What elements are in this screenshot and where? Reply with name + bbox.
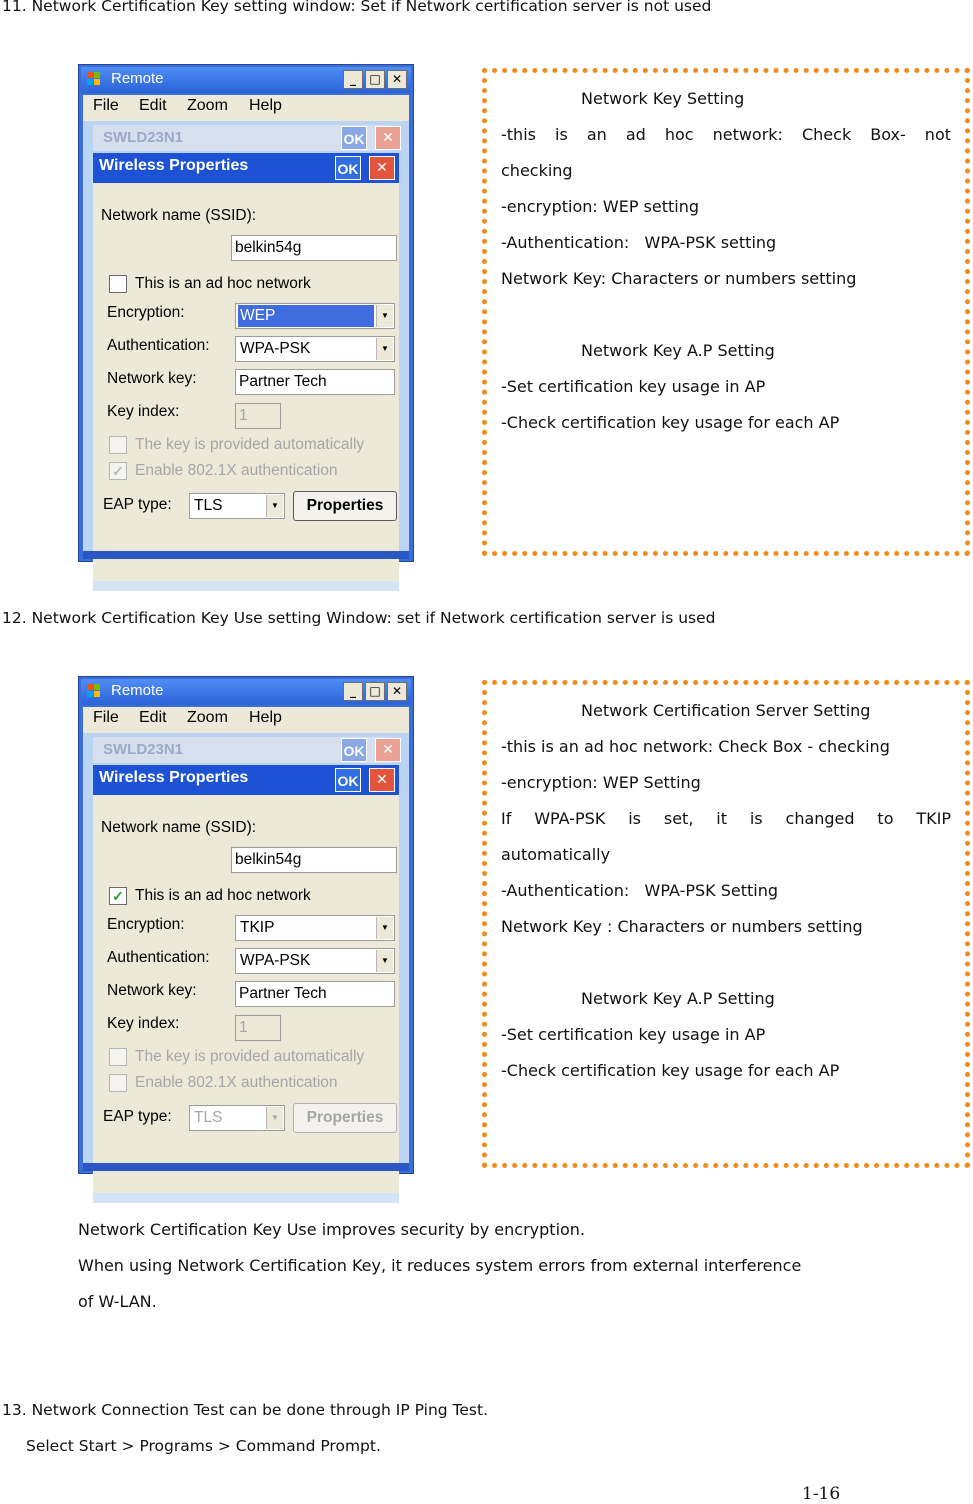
- dropdown-arrow-icon[interactable]: ▼: [376, 950, 393, 972]
- background-ok-button[interactable]: OK: [341, 126, 367, 150]
- auto-key-label: The key is provided automatically: [135, 436, 365, 453]
- note1-line-3: -encryption: WEP setting: [501, 197, 700, 216]
- minimize-button[interactable]: _: [343, 70, 363, 89]
- note2-title: Network Certification Server Setting: [581, 701, 871, 720]
- encryption-value: WEP: [238, 305, 374, 327]
- minimize-button[interactable]: _: [343, 682, 363, 701]
- section-12-heading: 12. Network Certification Key Use setting Window: set if Network certification server is used: [2, 609, 716, 627]
- note1-line-2: checking: [501, 161, 573, 180]
- paragraph-line-3: of W-LAN.: [78, 1292, 157, 1311]
- authentication-label: Authentication:: [107, 949, 210, 966]
- auto-key-checkbox[interactable]: [109, 436, 127, 454]
- windows-logo-icon: [87, 72, 101, 86]
- ssid-input[interactable]: belkin54g: [231, 235, 397, 261]
- ssid-label: Network name (SSID):: [101, 207, 257, 224]
- note1-title-2: Network Key A.P Setting: [581, 341, 775, 360]
- window-title: Remote: [111, 682, 164, 699]
- note2-line-7: -Set certification key usage in AP: [501, 1025, 766, 1044]
- ok-button[interactable]: OK: [335, 768, 361, 792]
- menu-edit[interactable]: Edit: [139, 97, 167, 114]
- note2-line-4: automatically: [501, 845, 611, 864]
- background-close-button[interactable]: ✕: [375, 126, 401, 150]
- dropdown-arrow-icon[interactable]: ▼: [376, 917, 393, 939]
- note2-line-8: -Check certification key usage for each AP: [501, 1061, 840, 1080]
- note1-title: Network Key Setting: [581, 89, 745, 108]
- eap-type-label: EAP type:: [103, 1108, 172, 1125]
- dot1x-label: Enable 802.1X authentication: [135, 1074, 338, 1091]
- eap-type-select[interactable]: [189, 493, 285, 519]
- network-key-label: Network key:: [107, 982, 197, 999]
- maximize-button[interactable]: □: [365, 70, 385, 89]
- properties-button[interactable]: Properties: [293, 1103, 397, 1133]
- encryption-select[interactable]: [235, 915, 395, 941]
- adhoc-label: This is an ad hoc network: [135, 275, 311, 292]
- dialog-title: Wireless Properties: [99, 157, 249, 174]
- paragraph-line-2: When using Network Certification Key, it reduces system errors from external interference: [78, 1256, 802, 1275]
- ok-button[interactable]: OK: [335, 156, 361, 180]
- auto-key-checkbox[interactable]: [109, 1048, 127, 1066]
- network-key-input[interactable]: Partner Tech: [235, 369, 395, 395]
- menu-help[interactable]: Help: [249, 97, 282, 114]
- note-box-1: [482, 68, 970, 556]
- paragraph-line-1: Network Certification Key Use improves security by encryption.: [78, 1220, 586, 1239]
- key-index-input[interactable]: 1: [235, 1015, 281, 1041]
- close-window-button[interactable]: ✕: [387, 70, 407, 89]
- background-window-bar: [93, 737, 394, 763]
- menu-bar: [83, 95, 409, 121]
- device-taskbar: [83, 1163, 409, 1171]
- adhoc-checkbox[interactable]: [109, 275, 127, 293]
- dropdown-arrow-icon[interactable]: ▼: [266, 1107, 283, 1129]
- key-index-label: Key index:: [107, 1015, 180, 1032]
- dialog-footer: [93, 1193, 399, 1203]
- note2-title-2: Network Key A.P Setting: [581, 989, 775, 1008]
- remote-window-1: [78, 64, 414, 562]
- note1-line-4: -Authentication: WPA-PSK setting: [501, 233, 777, 252]
- wireless-properties-form: [93, 795, 399, 1193]
- section-13-heading: 13. Network Connection Test can be done through IP Ping Test.: [2, 1401, 489, 1419]
- menu-bar: [83, 707, 409, 733]
- close-window-button[interactable]: ✕: [387, 682, 407, 701]
- device-screen: [83, 733, 409, 1165]
- menu-file[interactable]: File: [93, 97, 119, 114]
- ssid-label: Network name (SSID):: [101, 819, 257, 836]
- encryption-select[interactable]: [235, 303, 395, 329]
- dialog-title: Wireless Properties: [99, 769, 249, 786]
- menu-file[interactable]: File: [93, 709, 119, 726]
- background-window-bar: [93, 125, 394, 151]
- background-window-title: SWLD23N1: [103, 129, 184, 146]
- section-13-instruction: Select Start > Programs > Command Prompt.: [26, 1437, 381, 1455]
- key-index-label: Key index:: [107, 403, 180, 420]
- note2-line-6: Network Key : Characters or numbers setting: [501, 917, 863, 936]
- security-paragraph: [78, 1212, 801, 1320]
- eap-type-label: EAP type:: [103, 496, 172, 513]
- window-titlebar: [81, 679, 411, 705]
- note1-line-1: -this is an ad hoc network: Check Box- not: [501, 125, 951, 144]
- page-number: 1-16: [802, 1484, 841, 1504]
- dialog-footer: [93, 581, 399, 591]
- note1-line-6: -Set certification key usage in AP: [501, 377, 766, 396]
- dot1x-checkbox[interactable]: [109, 1074, 127, 1092]
- authentication-value: WPA-PSK: [240, 952, 311, 969]
- close-dialog-button[interactable]: ✕: [369, 156, 395, 180]
- note1-line-5: Network Key: Characters or numbers setting: [501, 269, 857, 288]
- authentication-value: WPA-PSK: [240, 340, 311, 357]
- window-title: Remote: [111, 70, 164, 87]
- menu-help[interactable]: Help: [249, 709, 282, 726]
- dialog-titlebar: [93, 153, 399, 183]
- note2-line-1: -this is an ad hoc network: Check Box - checking: [501, 737, 890, 756]
- note2-line-5: -Authentication: WPA-PSK Setting: [501, 881, 779, 900]
- encryption-value: TKIP: [240, 919, 275, 936]
- ssid-input[interactable]: belkin54g: [231, 847, 397, 873]
- encryption-label: Encryption:: [107, 304, 185, 321]
- authentication-select[interactable]: [235, 336, 395, 362]
- properties-button[interactable]: Properties: [293, 491, 397, 521]
- encryption-label: Encryption:: [107, 916, 185, 933]
- window-titlebar: [81, 67, 411, 93]
- eap-type-select[interactable]: [189, 1105, 285, 1131]
- eap-type-value: TLS: [194, 497, 223, 514]
- network-key-input[interactable]: Partner Tech: [235, 981, 395, 1007]
- auto-key-label: The key is provided automatically: [135, 1048, 365, 1065]
- wireless-properties-form: [93, 183, 399, 581]
- windows-logo-icon: [87, 684, 101, 698]
- background-close-button[interactable]: ✕: [375, 738, 401, 762]
- network-key-label: Network key:: [107, 370, 197, 387]
- background-window-title: SWLD23N1: [103, 741, 184, 758]
- dot1x-checkbox[interactable]: ✓: [109, 462, 127, 480]
- dropdown-arrow-icon[interactable]: ▼: [266, 495, 283, 517]
- adhoc-checkbox[interactable]: ✓: [109, 887, 127, 905]
- authentication-select[interactable]: [235, 948, 395, 974]
- authentication-label: Authentication:: [107, 337, 210, 354]
- menu-zoom[interactable]: Zoom: [187, 97, 228, 114]
- dot1x-label: Enable 802.1X authentication: [135, 462, 338, 479]
- key-index-input[interactable]: 1: [235, 403, 281, 429]
- dialog-titlebar: [93, 765, 399, 795]
- device-screen: [83, 121, 409, 553]
- note-box-2: [482, 680, 970, 1168]
- adhoc-label: This is an ad hoc network: [135, 887, 311, 904]
- maximize-button[interactable]: □: [365, 682, 385, 701]
- eap-type-value: TLS: [194, 1109, 223, 1126]
- note2-line-2: -encryption: WEP Setting: [501, 773, 701, 792]
- note1-line-7: -Check certification key usage for each AP: [501, 413, 840, 432]
- note2-line-3: If WPA-PSK is set, it is changed to TKIP: [501, 809, 951, 828]
- dropdown-arrow-icon[interactable]: ▼: [376, 305, 393, 327]
- menu-zoom[interactable]: Zoom: [187, 709, 228, 726]
- remote-window-2: [78, 676, 414, 1174]
- device-taskbar: [83, 551, 409, 559]
- menu-edit[interactable]: Edit: [139, 709, 167, 726]
- background-ok-button[interactable]: OK: [341, 738, 367, 762]
- section-11-heading: 11. Network Certification Key setting window: Set if Network certification server is not used: [2, 0, 712, 15]
- close-dialog-button[interactable]: ✕: [369, 768, 395, 792]
- dropdown-arrow-icon[interactable]: ▼: [376, 338, 393, 360]
